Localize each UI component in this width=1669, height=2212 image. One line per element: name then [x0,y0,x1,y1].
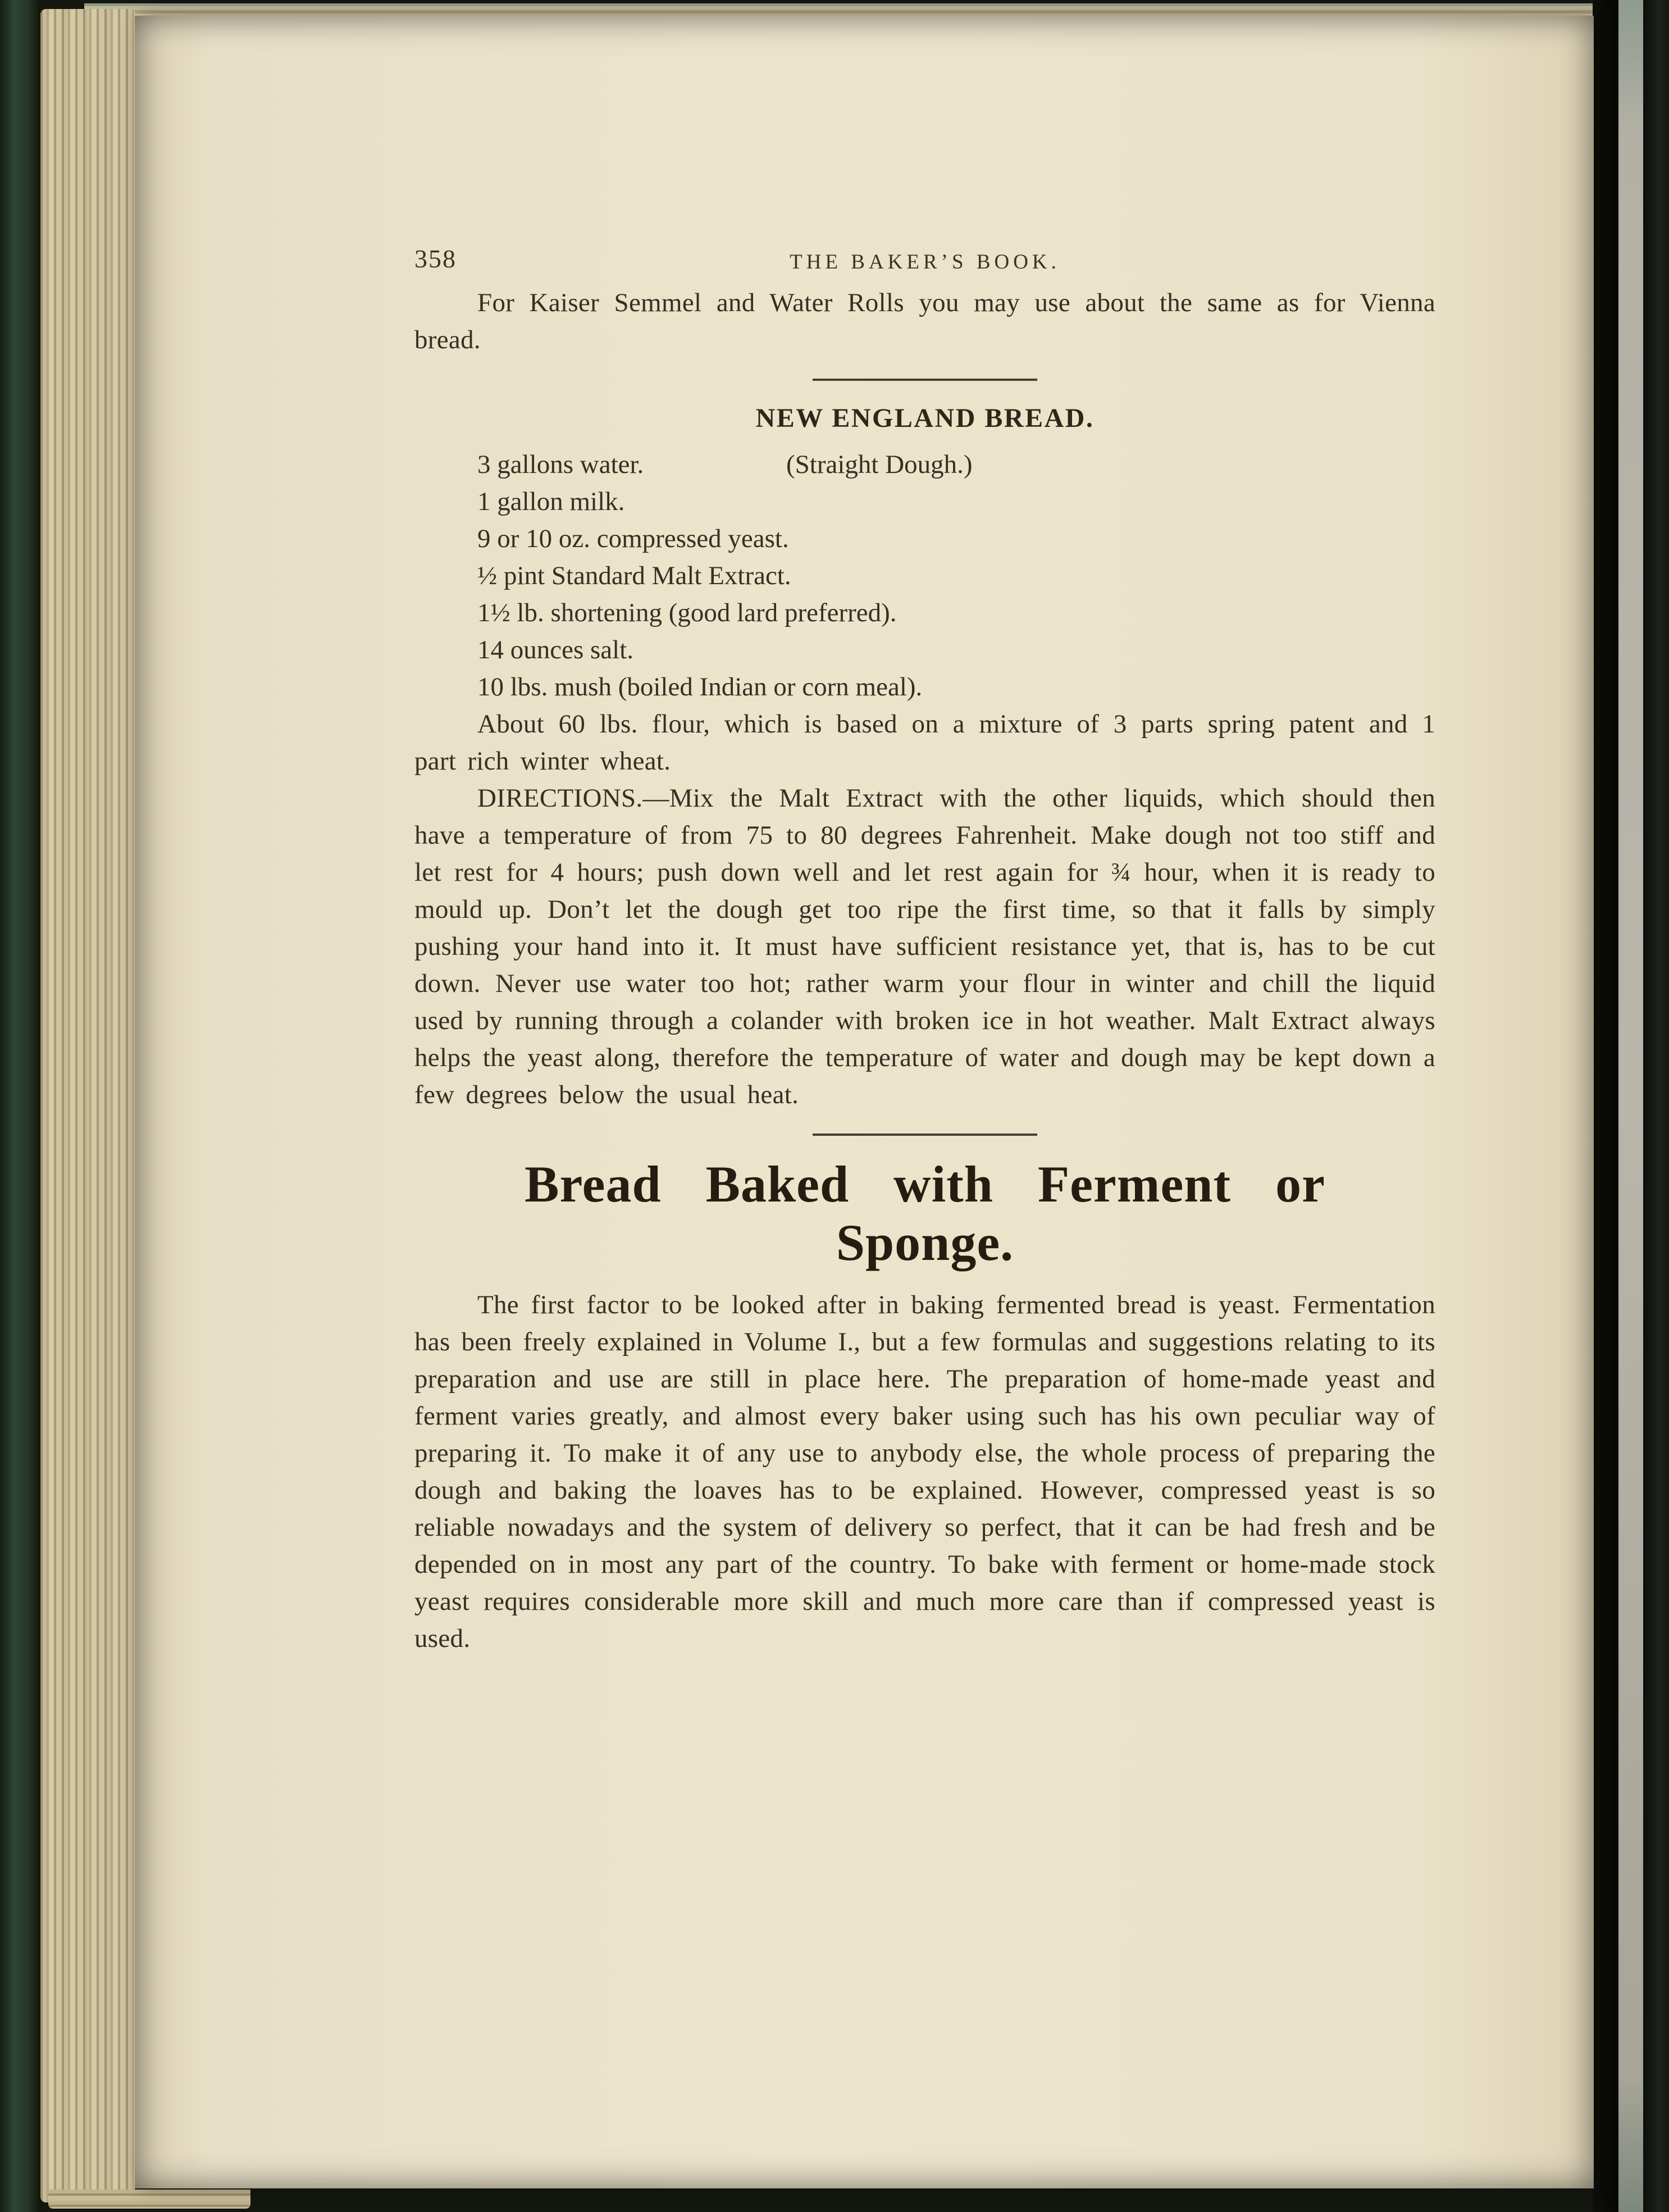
intro-paragraph: For Kaiser Semmel and Water Rolls you may use about the same as for Vienna bread. [414,288,1435,354]
recipe-title: NEW ENGLAND BREAD. [755,403,1095,433]
section-title-line2: Sponge. [836,1214,1014,1271]
page-content [414,240,1435,1657]
flour-note-paragraph: About 60 lbs. flour, which is based on a mixture of 3 parts spring patent and 1 part rich winter wheat. [414,709,1435,776]
book-cover-left [0,0,40,2212]
ingredient-row [477,446,1435,483]
ingredient-item: 1½ lb. shortening (good lard preferred). [477,598,897,627]
directions-paragraph: DIRECTIONS.—Mix the Malt Extract with the other liquids, which should then have a temperature of from 75 to 80 degrees Fahrenheit. Make dough not too stiff and let rest for 4 hours; push down well and let rest again for ¾ hour, when it is ready to mould up. Don’t let the dough get too ripe the first time, so that it falls by simply pushing your hand into it. It must have sufficient resistance yet, that is, has to be cut down. Never use water too hot; rather warm your flour in winter and chill the liquid used by running through a colander with broken ice in hot weather. Malt Extract always helps the yeast along, therefore the temperature of water and dough may be kept down a few degrees below the usual heat. [414,784,1435,1109]
ingredient-item: ½ pint Standard Malt Extract. [477,561,791,590]
section-divider-bottom [813,1134,1037,1136]
book-cover-right [1643,0,1669,2212]
section-body-paragraph: The first factor to be looked after in baking fermented bread is yeast. Fermentation has been freely explained in Volume I., but a few formulas and suggestions relating to its preparation and use are still in place here. The preparation of home-made yeast and ferment varies greatly, and almost every baker using such has his own peculiar way of preparing it. To make it of any use to anybody else, the whole process of preparing the dough and baking the loaves has to be explained. However, compressed yeast is so reliable nowadays and the system of delivery so perfect, that it can be had fresh and be depended on in most any part of the country. To bake with ferment or home-made stock yeast requires considerable more skill and much more care than if compressed yeast is used. [414,1290,1435,1653]
page-edge-stack [40,9,135,2202]
page-number: 358 [414,244,457,273]
page-header [414,240,1435,284]
ingredient-item: 9 or 10 oz. compressed yeast. [477,524,789,553]
book-page [135,16,1594,2188]
ingredient-list [477,446,1435,706]
section-title-line1: Bread Baked with Ferment or [525,1155,1325,1213]
section-divider-top [813,379,1037,381]
binding-shadow [1593,0,1618,2212]
recipe-subtitle: (Straight Dough.) [786,450,973,479]
ingredient-item: 1 gallon milk. [477,487,625,516]
ingredient-item: 10 lbs. mush (boiled Indian or corn meal). [477,672,923,702]
book-cover-cloth-edge [1618,0,1643,2212]
running-header: THE BAKER’S BOOK. [790,251,1060,274]
page-bottom-edges [48,2190,250,2209]
ingredient-item: 14 ounces salt. [477,635,634,664]
ingredient-item: 3 gallons water. [477,450,644,479]
section-title [414,1155,1435,1272]
